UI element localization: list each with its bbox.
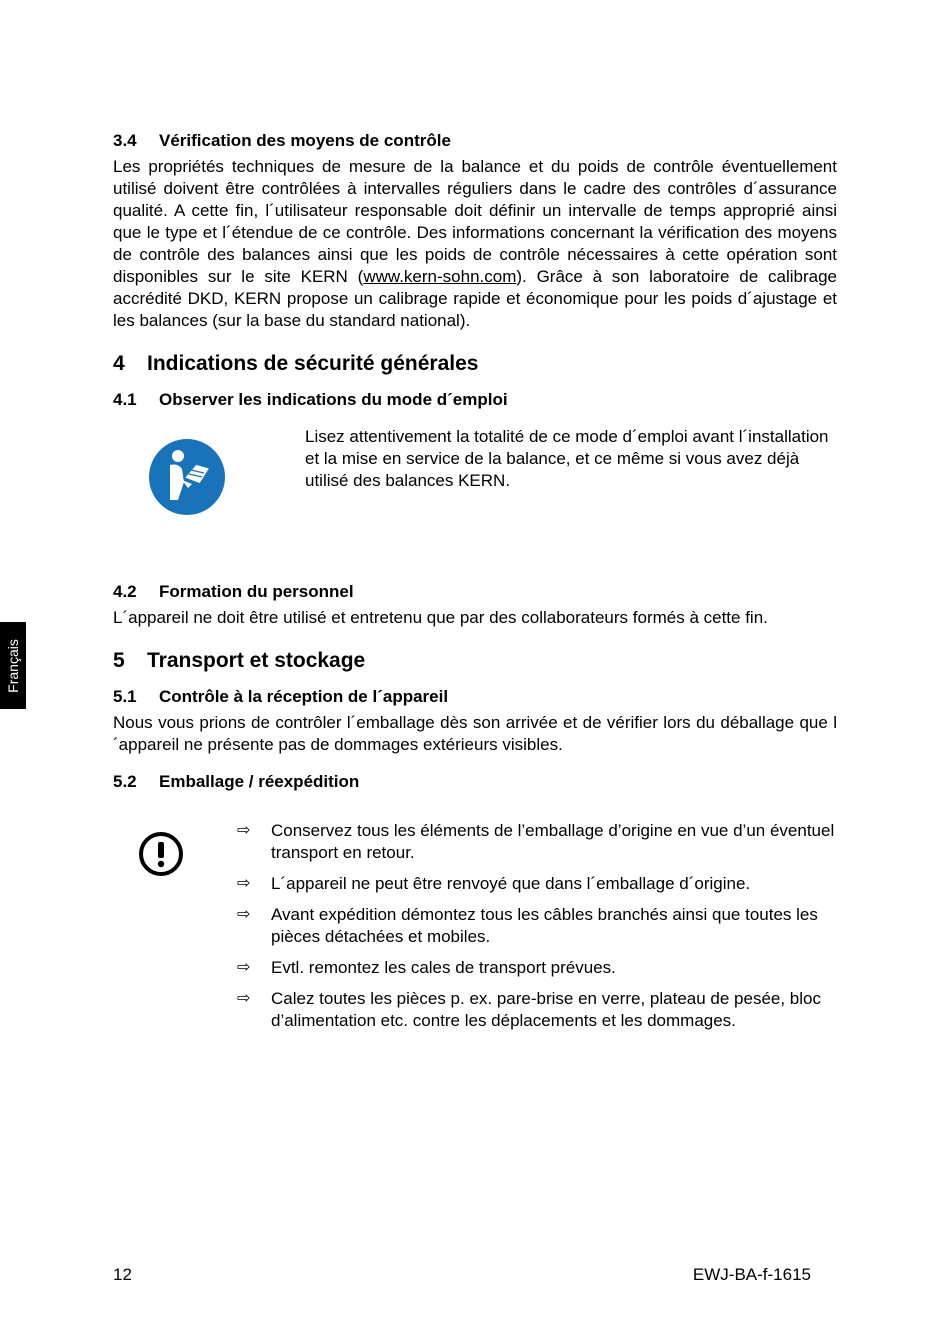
heading-5 bbox=[113, 649, 837, 673]
kern-website-link[interactable]: www.kern-sohn.com bbox=[363, 267, 517, 286]
page-number: 12 bbox=[113, 1265, 132, 1284]
heading-number: 4.1 bbox=[113, 390, 137, 409]
language-tab-label: Français bbox=[5, 638, 21, 693]
heading-5-2 bbox=[113, 772, 837, 792]
list-item-text: Avant expédition démontez tous les câbles branchés ainsi que toutes les pièces détachées et mobiles. bbox=[271, 905, 818, 946]
heading-title: Transport et stockage bbox=[147, 649, 366, 672]
arrow-right-icon: ⇨ bbox=[237, 906, 251, 923]
heading-number: 5.2 bbox=[113, 772, 137, 791]
list-item bbox=[237, 904, 837, 948]
paragraph-text: Les propriétés techniques de mesure de la balance et du poids de contrôle éventuellement utilisé doivent être contrôlées à intervalles réguliers dans le cadre des contrôles d´assurance qualité. A cette fin, l´utilisateur responsable doit définir un intervalle de temps approprié ainsi que le type et l´étendue de ce contrôle. Des informations concernant la vérification des moyens de contrôle des balances ainsi que les poids de contrôle nécessaires à cette opération sont disponibles sur le site KERN ( bbox=[113, 157, 837, 286]
arrow-right-icon: ⇨ bbox=[237, 822, 251, 839]
heading-number: 5.1 bbox=[113, 687, 137, 706]
paragraph-4-2: L´appareil ne doit être utilisé et entretenu que par des collaborateurs formés à cette fin. bbox=[113, 608, 768, 627]
manual-notice bbox=[113, 426, 837, 566]
paragraph-5-1: Nous vous prions de contrôler l´emballage dès son arrivée et de vérifier lors du déballage que l´appareil ne présente pas de dommages extérieurs visibles. bbox=[113, 713, 837, 754]
heading-title: Observer les indications du mode d´emploi bbox=[159, 390, 508, 409]
paragraph-text: ). Grâce à son laboratoire de calibrage accrédité DKD, KERN propose un calibrage rapide et économique pour les poids d´ajustage et les balances (sur la base du standard national). bbox=[113, 267, 837, 330]
page-content bbox=[113, 131, 837, 1041]
arrow-right-icon: ⇨ bbox=[237, 990, 251, 1007]
document-code: EWJ-BA-f-1615 bbox=[692, 1265, 811, 1284]
heading-5-1 bbox=[113, 687, 837, 707]
list-item-text: Calez toutes les pièces p. ex. pare-brise en verre, plateau de pesée, bloc d’alimentation etc. contre les déplacements et les dommages. bbox=[271, 989, 821, 1030]
language-tab bbox=[0, 622, 26, 709]
heading-number: 3.4 bbox=[113, 131, 137, 150]
heading-4 bbox=[113, 352, 837, 376]
heading-number: 5 bbox=[113, 649, 125, 672]
arrow-right-icon: ⇨ bbox=[237, 875, 251, 892]
heading-title: Formation du personnel bbox=[159, 582, 354, 601]
packaging-instructions bbox=[113, 820, 837, 1041]
list-item bbox=[237, 820, 837, 864]
list-item bbox=[237, 873, 837, 895]
read-manual-icon bbox=[148, 438, 226, 516]
list-item bbox=[237, 988, 837, 1032]
heading-title: Vérification des moyens de contrôle bbox=[159, 131, 451, 150]
heading-number: 4.2 bbox=[113, 582, 137, 601]
heading-title: Emballage / réexpédition bbox=[159, 772, 360, 791]
heading-title: Contrôle à la réception de l´appareil bbox=[159, 687, 449, 706]
paragraph-3-4 bbox=[113, 156, 837, 332]
list-item-text: Conservez tous les éléments de l’emballage d’origine en vue d’un éventuel transport en retour. bbox=[271, 821, 835, 862]
arrow-right-icon: ⇨ bbox=[237, 959, 251, 976]
manual-notice-text: Lisez attentivement la totalité de ce mode d´emploi avant l´installation et la mise en service de la balance, et ce même si vous avez déjà utilisé des balances KERN. bbox=[305, 427, 829, 490]
warning-exclamation-icon bbox=[137, 830, 185, 878]
heading-title: Indications de sécurité générales bbox=[147, 352, 479, 375]
heading-number: 4 bbox=[113, 352, 125, 375]
packaging-bullet-list bbox=[237, 820, 837, 1041]
heading-3-4 bbox=[113, 131, 837, 151]
list-item-text: L´appareil ne peut être renvoyé que dans l´emballage d´origine. bbox=[271, 874, 751, 893]
list-item bbox=[237, 957, 837, 979]
list-item-text: Evtl. remontez les cales de transport prévues. bbox=[271, 958, 616, 977]
heading-4-1 bbox=[113, 390, 837, 410]
heading-4-2 bbox=[113, 582, 837, 602]
